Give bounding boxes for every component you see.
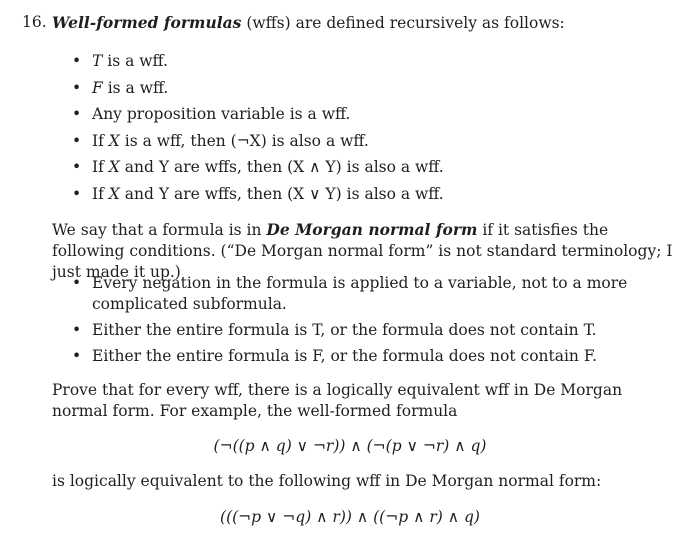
problem-heading (52, 12, 565, 34)
rule-math: T (92, 52, 103, 70)
rule-text: is a wff. (102, 78, 169, 97)
task-paragraph: Prove that for every wff, there is a logically equivalent wff in De Morgan normal form. For example, the well-formed formula (52, 381, 623, 420)
example-formula: (¬((p ∧ q) ∨ ¬r)) ∧ (¬(p ∨ ¬r) ∧ q) (213, 437, 487, 455)
rule-text: If (92, 184, 109, 203)
rule-math: X (108, 131, 120, 150)
definition-text: We say that a formula is in (52, 221, 267, 239)
rule-math: F (92, 78, 103, 97)
list-item (72, 51, 444, 78)
rule-math: X (108, 158, 120, 176)
rule-text: Any proposition variable is a wff. (92, 105, 351, 123)
rule-text: and Y are wffs, then (X ∧ Y) is also a wff. (119, 158, 444, 176)
list-item (72, 157, 444, 184)
list-item: • Either the entire formula is T, or the formula does not contain T. (72, 320, 680, 341)
heading-term: Well-formed formulas (52, 13, 242, 32)
definition-term: De Morgan normal form (266, 220, 478, 239)
rule-text: is a wff, then (¬X) is also a wff. (119, 131, 369, 150)
list-item: • Every negation in the formula is applied to a variable, not to a more complicated subformula. (72, 273, 680, 315)
list-item: • Either the entire formula is F, or the formula does not contain F. (72, 346, 680, 367)
conditions-list (72, 273, 680, 372)
rule-text: If (92, 131, 109, 150)
problem-number: 16. (22, 13, 47, 31)
wff-rules-list (72, 51, 444, 210)
equivalence-paragraph: is logically equivalent to the following wff in De Morgan normal form: (52, 472, 602, 490)
list-item (72, 104, 444, 131)
rule-text: If (92, 158, 109, 176)
rule-math: X (108, 184, 120, 203)
definition-text: if it satisfies the following conditions. (“De Morgan normal form” is not standard terminology; I just made it up.) (52, 221, 673, 281)
heading-rest: (wffs) are defined recursively as follows: (241, 14, 565, 32)
list-item (72, 78, 444, 105)
list-item (72, 131, 444, 158)
normal-form-formula: (((¬p ∨ ¬q) ∧ r)) ∧ ((¬p ∧ r) ∧ q) (220, 508, 480, 526)
rule-text: is a wff. (102, 52, 168, 70)
rule-text: and Y are wffs, then (X ∨ Y) is also a wff. (119, 184, 444, 203)
list-item (72, 184, 444, 211)
